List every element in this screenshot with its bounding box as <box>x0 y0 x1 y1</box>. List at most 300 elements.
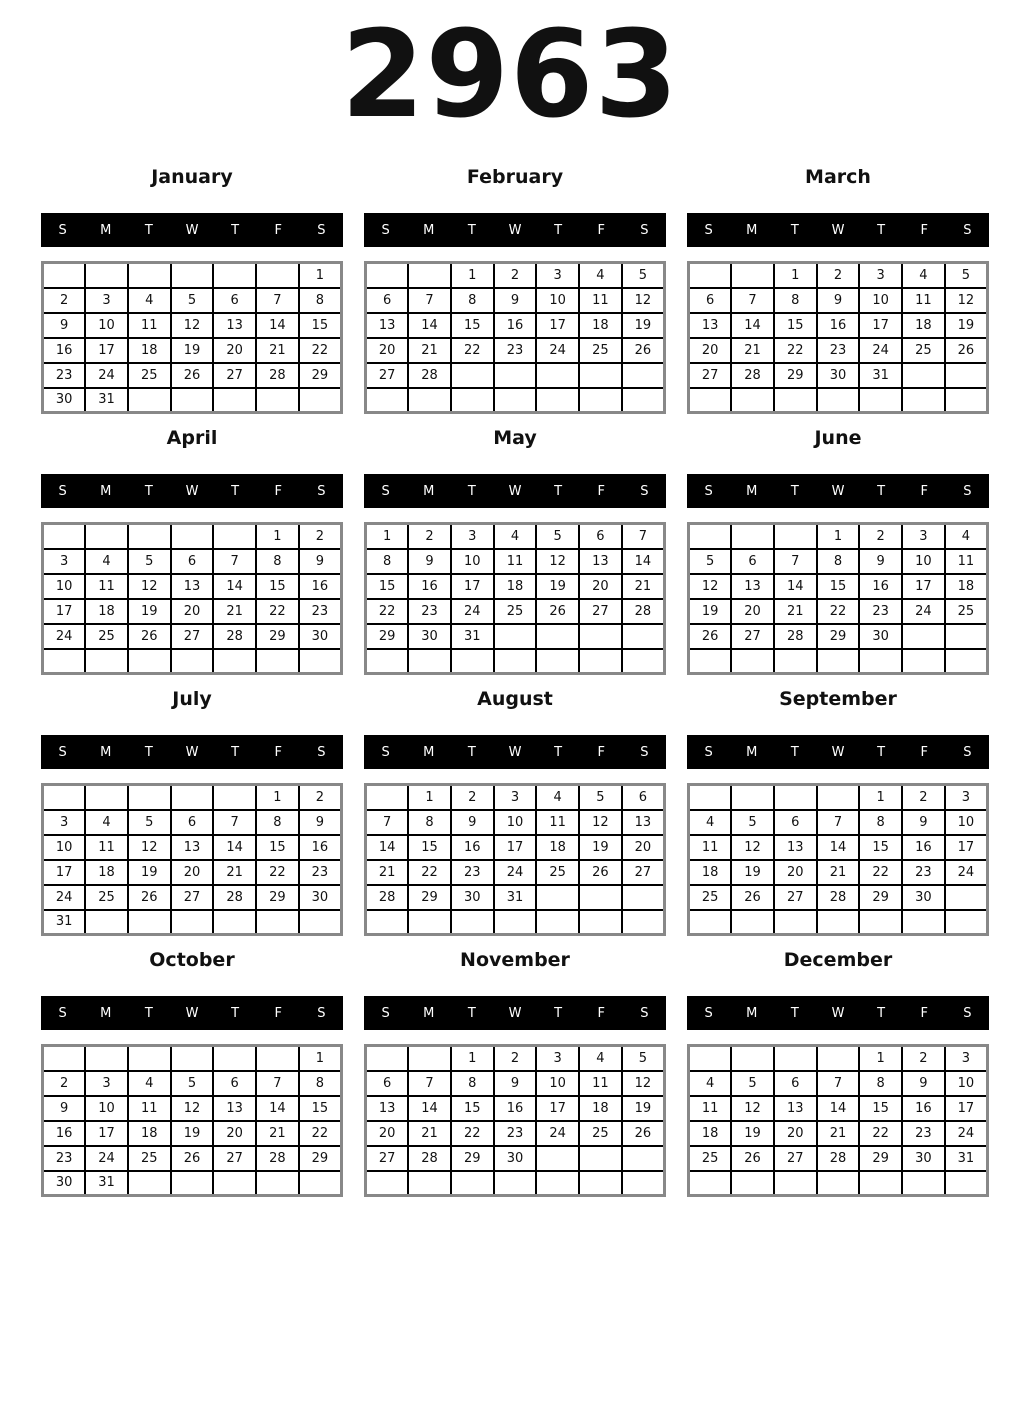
day-cell: 1 <box>256 785 299 810</box>
week-row <box>689 649 988 674</box>
day-cell: 31 <box>859 363 902 388</box>
empty-day-cell <box>622 363 665 388</box>
day-cell: 15 <box>408 835 451 860</box>
day-cell: 20 <box>774 860 817 885</box>
week-row <box>689 288 988 313</box>
empty-day-cell <box>213 785 256 810</box>
empty-day-cell <box>451 388 494 413</box>
empty-day-cell <box>902 624 945 649</box>
weekday-header <box>41 996 343 1030</box>
day-cell: 20 <box>213 338 256 363</box>
empty-day-cell <box>859 388 902 413</box>
empty-day-cell <box>366 785 409 810</box>
empty-day-cell <box>299 910 342 935</box>
day-cell: 28 <box>408 363 451 388</box>
day-cell: 2 <box>408 524 451 549</box>
day-cell: 12 <box>731 1096 774 1121</box>
day-grid <box>687 261 989 414</box>
empty-day-cell <box>85 649 128 674</box>
day-cell: 17 <box>945 1096 988 1121</box>
day-cell: 22 <box>299 338 342 363</box>
weekday-label: W <box>185 1005 199 1021</box>
day-cell: 16 <box>408 574 451 599</box>
week-row <box>43 338 342 363</box>
week-row <box>689 810 988 835</box>
day-cell: 18 <box>579 1096 622 1121</box>
week-row <box>366 549 665 574</box>
day-cell: 7 <box>817 810 860 835</box>
day-cell: 2 <box>902 1046 945 1071</box>
week-row <box>43 785 342 810</box>
week-row <box>43 1096 342 1121</box>
empty-day-cell <box>213 388 256 413</box>
day-cell: 14 <box>213 574 256 599</box>
empty-day-cell <box>731 388 774 413</box>
empty-day-cell <box>256 1171 299 1196</box>
day-cell: 4 <box>689 1071 732 1096</box>
weekday-label: M <box>423 222 435 238</box>
week-row <box>366 599 665 624</box>
day-cell: 2 <box>494 1046 537 1071</box>
weekday-header <box>364 213 666 247</box>
day-cell: 25 <box>945 599 988 624</box>
day-cell: 16 <box>902 835 945 860</box>
empty-day-cell <box>128 649 171 674</box>
empty-day-cell <box>731 1046 774 1071</box>
day-cell: 13 <box>213 313 256 338</box>
month-december <box>687 949 989 1197</box>
empty-day-cell <box>689 524 732 549</box>
day-cell: 4 <box>85 549 128 574</box>
weekday-label: F <box>597 483 606 499</box>
day-cell: 5 <box>622 263 665 288</box>
day-cell: 25 <box>128 363 171 388</box>
day-cell: 26 <box>579 860 622 885</box>
week-row <box>366 1096 665 1121</box>
day-cell: 10 <box>902 549 945 574</box>
weekday-header <box>41 213 343 247</box>
empty-day-cell <box>622 388 665 413</box>
day-cell: 9 <box>43 1096 86 1121</box>
weekday-header <box>687 213 989 247</box>
empty-day-cell <box>494 1171 537 1196</box>
day-cell: 7 <box>256 1071 299 1096</box>
day-cell: 3 <box>902 524 945 549</box>
day-cell: 29 <box>408 885 451 910</box>
day-cell: 20 <box>731 599 774 624</box>
day-cell: 23 <box>43 363 86 388</box>
day-cell: 23 <box>902 860 945 885</box>
empty-day-cell <box>622 1171 665 1196</box>
month-title: March <box>805 166 871 188</box>
day-cell: 22 <box>408 860 451 885</box>
day-cell: 1 <box>299 1046 342 1071</box>
day-cell: 16 <box>902 1096 945 1121</box>
week-row <box>43 1171 342 1196</box>
week-row <box>366 288 665 313</box>
day-cell: 21 <box>817 1121 860 1146</box>
day-grid <box>687 1044 989 1197</box>
empty-day-cell <box>859 1171 902 1196</box>
weekday-label: M <box>423 1005 435 1021</box>
day-cell: 6 <box>366 1071 409 1096</box>
day-cell: 29 <box>299 1146 342 1171</box>
day-cell: 26 <box>536 599 579 624</box>
empty-day-cell <box>256 388 299 413</box>
weekday-label: T <box>231 222 240 238</box>
empty-day-cell <box>774 1046 817 1071</box>
weekday-header <box>687 996 989 1030</box>
weekday-label: S <box>317 483 326 499</box>
empty-day-cell <box>366 263 409 288</box>
day-cell: 10 <box>945 810 988 835</box>
empty-day-cell <box>579 624 622 649</box>
weekday-header <box>364 474 666 508</box>
empty-day-cell <box>945 624 988 649</box>
empty-day-cell <box>731 649 774 674</box>
day-cell: 12 <box>536 549 579 574</box>
day-cell: 10 <box>85 313 128 338</box>
weekday-label: S <box>640 744 649 760</box>
day-cell: 19 <box>536 574 579 599</box>
empty-day-cell <box>622 624 665 649</box>
weekday-label: S <box>317 744 326 760</box>
weekday-label: F <box>274 744 283 760</box>
day-cell: 9 <box>299 549 342 574</box>
day-cell: 27 <box>622 860 665 885</box>
day-cell: 17 <box>85 338 128 363</box>
day-cell: 12 <box>128 835 171 860</box>
empty-day-cell <box>579 363 622 388</box>
day-cell: 29 <box>451 1146 494 1171</box>
day-cell: 11 <box>536 810 579 835</box>
month-february <box>364 166 666 414</box>
weekday-label: T <box>877 483 886 499</box>
day-cell: 22 <box>256 599 299 624</box>
day-cell: 8 <box>451 288 494 313</box>
day-cell: 23 <box>817 338 860 363</box>
day-cell: 17 <box>536 313 579 338</box>
day-cell: 9 <box>299 810 342 835</box>
week-row <box>43 649 342 674</box>
empty-day-cell <box>494 910 537 935</box>
day-cell: 27 <box>171 885 214 910</box>
weekday-label: M <box>746 744 758 760</box>
day-cell: 16 <box>494 1096 537 1121</box>
weekday-label: M <box>423 744 435 760</box>
week-row <box>689 835 988 860</box>
empty-day-cell <box>171 388 214 413</box>
month-april <box>41 427 343 675</box>
day-cell: 7 <box>774 549 817 574</box>
month-august <box>364 688 666 936</box>
day-cell: 18 <box>128 1121 171 1146</box>
week-row <box>43 549 342 574</box>
weekday-label: W <box>185 483 199 499</box>
month-september <box>687 688 989 936</box>
day-cell: 10 <box>536 1071 579 1096</box>
day-cell: 28 <box>213 624 256 649</box>
week-row <box>43 1071 342 1096</box>
week-row <box>43 388 342 413</box>
day-cell: 14 <box>622 549 665 574</box>
week-row <box>43 910 342 935</box>
day-cell: 25 <box>689 1146 732 1171</box>
weekday-label: W <box>831 744 845 760</box>
empty-day-cell <box>213 649 256 674</box>
empty-day-cell <box>689 910 732 935</box>
week-row <box>43 1046 342 1071</box>
week-row <box>689 1146 988 1171</box>
empty-day-cell <box>171 785 214 810</box>
day-cell: 30 <box>43 1171 86 1196</box>
day-cell: 12 <box>689 574 732 599</box>
weekday-label: W <box>831 483 845 499</box>
day-cell: 20 <box>366 338 409 363</box>
empty-day-cell <box>689 388 732 413</box>
day-cell: 25 <box>536 860 579 885</box>
month-october <box>41 949 343 1197</box>
day-cell: 8 <box>256 549 299 574</box>
day-cell: 12 <box>731 835 774 860</box>
weekday-label: S <box>704 744 713 760</box>
week-row <box>689 338 988 363</box>
day-cell: 7 <box>817 1071 860 1096</box>
empty-day-cell <box>902 1171 945 1196</box>
day-cell: 11 <box>689 835 732 860</box>
week-row <box>43 835 342 860</box>
day-cell: 11 <box>579 1071 622 1096</box>
day-cell: 5 <box>731 810 774 835</box>
day-cell: 31 <box>451 624 494 649</box>
weekday-header <box>41 474 343 508</box>
empty-day-cell <box>43 649 86 674</box>
day-cell: 1 <box>256 524 299 549</box>
month-title: June <box>814 427 862 449</box>
day-cell: 19 <box>622 1096 665 1121</box>
day-cell: 18 <box>945 574 988 599</box>
day-cell: 1 <box>859 785 902 810</box>
day-cell: 22 <box>256 860 299 885</box>
weekday-label: F <box>597 744 606 760</box>
day-cell: 11 <box>85 835 128 860</box>
week-row <box>689 885 988 910</box>
day-cell: 31 <box>494 885 537 910</box>
empty-day-cell <box>774 910 817 935</box>
day-cell: 29 <box>256 624 299 649</box>
empty-day-cell <box>366 1171 409 1196</box>
weekday-label: T <box>554 222 563 238</box>
day-cell: 26 <box>945 338 988 363</box>
month-title: May <box>493 427 537 449</box>
day-cell: 28 <box>774 624 817 649</box>
day-cell: 2 <box>817 263 860 288</box>
empty-day-cell <box>451 363 494 388</box>
day-cell: 15 <box>817 574 860 599</box>
day-cell: 15 <box>366 574 409 599</box>
day-cell: 9 <box>494 288 537 313</box>
day-cell: 30 <box>43 388 86 413</box>
day-cell: 8 <box>366 549 409 574</box>
month-title: November <box>460 949 570 971</box>
week-row <box>43 574 342 599</box>
empty-day-cell <box>213 910 256 935</box>
weekday-label: S <box>381 222 390 238</box>
day-cell: 21 <box>817 860 860 885</box>
day-cell: 18 <box>85 599 128 624</box>
day-cell: 31 <box>945 1146 988 1171</box>
day-cell: 28 <box>213 885 256 910</box>
day-cell: 24 <box>536 1121 579 1146</box>
empty-day-cell <box>256 910 299 935</box>
day-cell: 28 <box>817 1146 860 1171</box>
empty-day-cell <box>299 649 342 674</box>
empty-day-cell <box>689 1171 732 1196</box>
day-cell: 20 <box>171 599 214 624</box>
day-cell: 5 <box>689 549 732 574</box>
empty-day-cell <box>774 785 817 810</box>
day-cell: 22 <box>774 338 817 363</box>
day-cell: 24 <box>945 1121 988 1146</box>
week-row <box>43 1146 342 1171</box>
week-row <box>689 1121 988 1146</box>
weekday-label: T <box>231 744 240 760</box>
empty-day-cell <box>536 1171 579 1196</box>
day-cell: 9 <box>859 549 902 574</box>
day-cell: 26 <box>622 338 665 363</box>
day-cell: 17 <box>859 313 902 338</box>
day-cell: 4 <box>945 524 988 549</box>
week-row <box>43 524 342 549</box>
day-cell: 5 <box>128 549 171 574</box>
day-cell: 21 <box>256 338 299 363</box>
day-cell: 21 <box>731 338 774 363</box>
month-november <box>364 949 666 1197</box>
empty-day-cell <box>536 910 579 935</box>
day-cell: 15 <box>256 835 299 860</box>
day-cell: 7 <box>213 549 256 574</box>
day-cell: 3 <box>451 524 494 549</box>
day-cell: 6 <box>366 288 409 313</box>
weekday-label: T <box>877 222 886 238</box>
day-cell: 8 <box>859 1071 902 1096</box>
weekday-label: S <box>704 1005 713 1021</box>
week-row <box>366 785 665 810</box>
empty-day-cell <box>622 649 665 674</box>
day-cell: 1 <box>299 263 342 288</box>
empty-day-cell <box>579 885 622 910</box>
day-cell: 16 <box>494 313 537 338</box>
week-row <box>366 910 665 935</box>
day-cell: 16 <box>299 574 342 599</box>
day-cell: 1 <box>408 785 451 810</box>
day-cell: 23 <box>43 1146 86 1171</box>
day-cell: 27 <box>366 363 409 388</box>
weekday-label: S <box>963 483 972 499</box>
day-cell: 21 <box>213 860 256 885</box>
day-cell: 29 <box>774 363 817 388</box>
day-cell: 20 <box>622 835 665 860</box>
month-june <box>687 427 989 675</box>
day-cell: 9 <box>451 810 494 835</box>
day-cell: 2 <box>902 785 945 810</box>
day-cell: 24 <box>536 338 579 363</box>
day-cell: 28 <box>408 1146 451 1171</box>
day-cell: 19 <box>622 313 665 338</box>
day-grid <box>41 1044 343 1197</box>
weekday-label: T <box>467 1005 476 1021</box>
day-cell: 27 <box>774 1146 817 1171</box>
day-cell: 30 <box>451 885 494 910</box>
day-grid <box>364 261 666 414</box>
day-cell: 22 <box>817 599 860 624</box>
day-cell: 4 <box>579 1046 622 1071</box>
weekday-label: S <box>704 483 713 499</box>
day-cell: 18 <box>579 313 622 338</box>
day-cell: 14 <box>213 835 256 860</box>
empty-day-cell <box>171 1171 214 1196</box>
weekday-label: T <box>467 744 476 760</box>
day-cell: 16 <box>451 835 494 860</box>
day-cell: 24 <box>43 885 86 910</box>
day-cell: 14 <box>817 835 860 860</box>
day-cell: 4 <box>536 785 579 810</box>
day-cell: 27 <box>579 599 622 624</box>
day-cell: 25 <box>128 1146 171 1171</box>
day-cell: 18 <box>536 835 579 860</box>
week-row <box>366 860 665 885</box>
day-cell: 25 <box>494 599 537 624</box>
empty-day-cell <box>731 1171 774 1196</box>
empty-day-cell <box>213 263 256 288</box>
day-cell: 15 <box>256 574 299 599</box>
empty-day-cell <box>494 363 537 388</box>
empty-day-cell <box>579 1171 622 1196</box>
empty-day-cell <box>128 910 171 935</box>
day-cell: 9 <box>494 1071 537 1096</box>
empty-day-cell <box>408 649 451 674</box>
weekday-header <box>687 735 989 769</box>
day-cell: 14 <box>256 1096 299 1121</box>
day-cell: 28 <box>256 1146 299 1171</box>
day-cell: 5 <box>536 524 579 549</box>
month-title: October <box>149 949 235 971</box>
day-cell: 5 <box>128 810 171 835</box>
day-cell: 28 <box>817 885 860 910</box>
empty-day-cell <box>945 388 988 413</box>
day-cell: 30 <box>299 885 342 910</box>
day-cell: 4 <box>689 810 732 835</box>
day-cell: 2 <box>299 785 342 810</box>
month-title: December <box>783 949 893 971</box>
empty-day-cell <box>817 649 860 674</box>
empty-day-cell <box>451 910 494 935</box>
day-cell: 18 <box>85 860 128 885</box>
empty-day-cell <box>902 388 945 413</box>
day-grid <box>364 522 666 675</box>
empty-day-cell <box>366 649 409 674</box>
day-cell: 20 <box>213 1121 256 1146</box>
day-cell: 27 <box>366 1146 409 1171</box>
day-cell: 16 <box>817 313 860 338</box>
year-title: 2963 <box>341 6 679 145</box>
day-cell: 14 <box>366 835 409 860</box>
empty-day-cell <box>171 649 214 674</box>
day-cell: 7 <box>622 524 665 549</box>
day-cell: 25 <box>689 885 732 910</box>
day-cell: 12 <box>171 1096 214 1121</box>
week-row <box>689 1171 988 1196</box>
